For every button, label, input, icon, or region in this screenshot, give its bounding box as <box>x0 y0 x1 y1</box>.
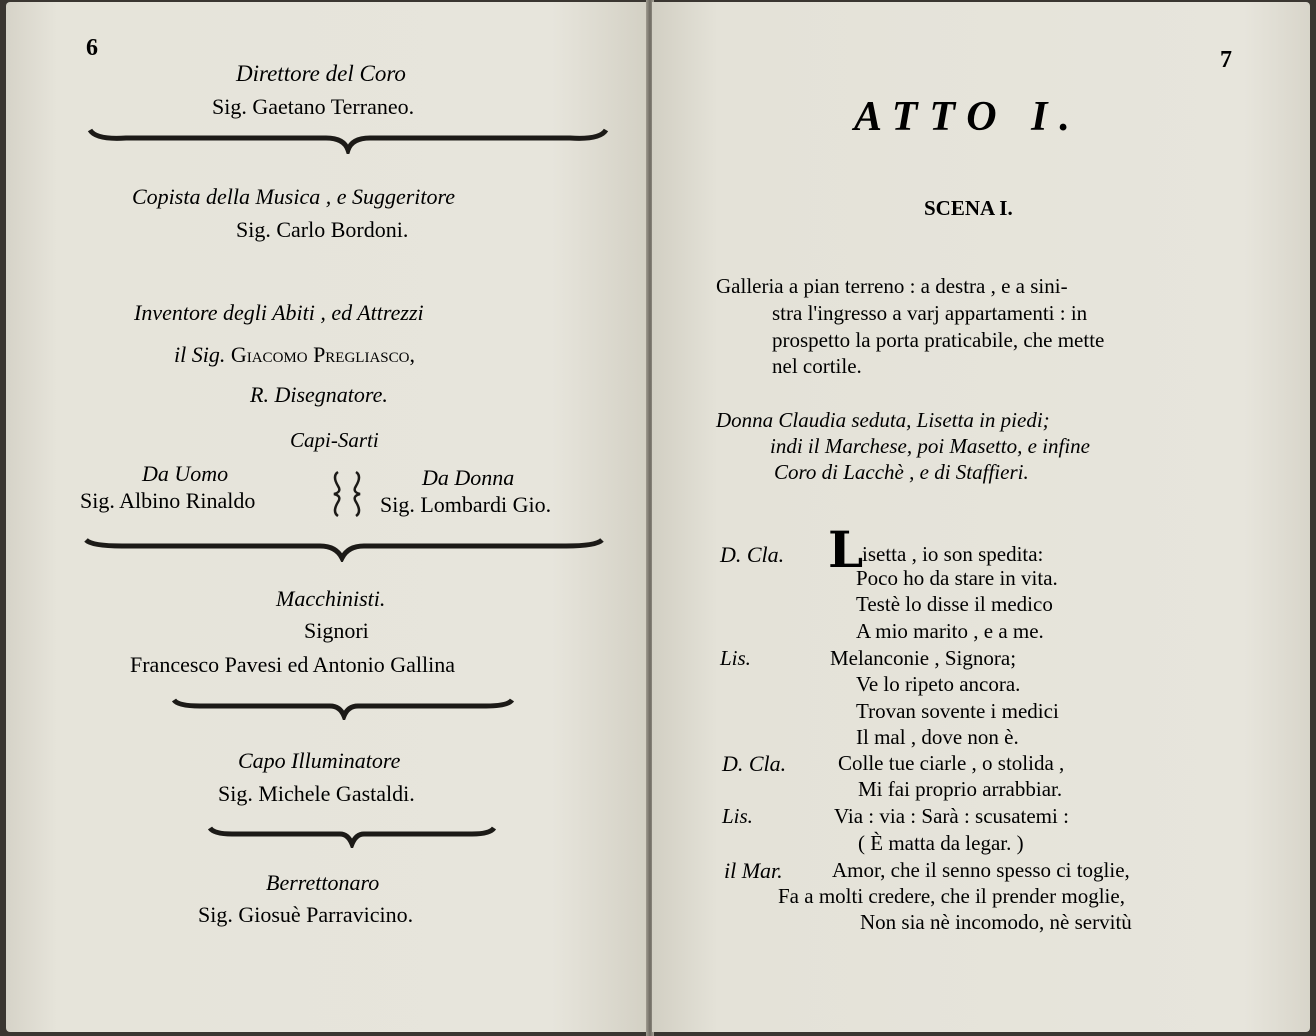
speaker-d-cla-1: D. Cla. <box>720 542 785 567</box>
setting-line-1: Galleria a pian terreno : a destra , e a sini- <box>716 274 1068 298</box>
copyist-name: Sig. Carlo Bordoni. <box>236 217 409 242</box>
speaker-d-cla-2: D. Cla. <box>722 751 787 776</box>
inventor-name: Giacomo Pregliasco, <box>230 342 415 367</box>
macchinisti-signori: Signori <box>304 618 369 643</box>
line: ( È matta da legar. ) <box>858 831 1024 855</box>
page-number-left: 6 <box>86 35 98 61</box>
director-title: Direttore del Coro <box>236 61 406 86</box>
line: Melanconie , Signora; <box>830 646 1017 670</box>
line: Amor, che il senno spesso ci toglie, <box>832 858 1130 882</box>
line: Poco ho da stare in vita. <box>856 566 1058 590</box>
divider-brace-4 <box>206 822 498 848</box>
line: A mio marito , e a me. <box>856 619 1044 643</box>
line: Testè lo disse il medico <box>856 592 1053 616</box>
illuminatore-title: Capo Illuminatore <box>238 748 401 773</box>
line: Non sia nè incomodo, nè servitù <box>860 910 1132 934</box>
speaker-il-mar: il Mar. <box>724 858 783 883</box>
speaker-lis-1: Lis. <box>720 646 751 670</box>
da-donna-name: Sig. Lombardi Gio. <box>380 492 552 517</box>
characters-line-3: Coro di Lacchè , e di Staffieri. <box>774 460 1029 484</box>
act-title: ATTO I. <box>854 94 1082 140</box>
line: Il mal , dove non è. <box>856 725 1019 749</box>
macchinisti-names: Francesco Pavesi ed Antonio Gallina <box>130 652 456 677</box>
line: Ve lo ripeto ancora. <box>856 672 1021 696</box>
double-brace-icon <box>328 468 368 520</box>
line: Trovan sovente i medici <box>856 699 1059 723</box>
page-number-right: 7 <box>1220 47 1232 73</box>
inventor-title: Inventore degli Abiti , ed Attrezzi <box>134 300 424 325</box>
macchinisti-title: Macchinisti. <box>276 586 386 611</box>
speaker-lis-2: Lis. <box>722 804 753 828</box>
characters-line-2: indi il Marchese, poi Masetto, e infine <box>770 434 1090 458</box>
da-uomo-label: Da Uomo <box>142 461 229 486</box>
setting-line-2: stra l'ingresso a varj appartamenti : in <box>772 301 1088 325</box>
divider-brace-2 <box>82 534 606 562</box>
da-uomo-name: Sig. Albino Rinaldo <box>80 488 256 513</box>
line: Colle tue ciarle , o stolida , <box>838 751 1065 775</box>
line: Mi fai proprio arrabbiar. <box>858 777 1063 801</box>
illuminatore-name: Sig. Michele Gastaldi. <box>218 781 415 806</box>
dropcap-letter: L <box>828 520 864 579</box>
inventor-prefix: il Sig. <box>174 342 226 367</box>
director-name: Sig. Gaetano Terraneo. <box>212 94 415 119</box>
divider-brace-3 <box>170 694 516 720</box>
characters-line-1: Donna Claudia seduta, Lisetta in piedi; <box>716 408 1050 432</box>
copyist-title: Copista della Musica , e Suggeritore <box>132 184 456 209</box>
line: Fa a molti credere, che il prender moglie, <box>778 884 1125 908</box>
berrettonaro-name: Sig. Giosuè Parravicino. <box>198 902 414 927</box>
inventor-role: R. Disegnatore. <box>250 382 388 407</box>
line: isetta , io son spedita: <box>862 542 1044 566</box>
divider-brace-1 <box>86 124 610 154</box>
setting-line-4: nel cortile. <box>772 354 862 378</box>
da-donna-label: Da Donna <box>422 465 515 490</box>
line: Via : via : Sarà : scusatemi : <box>834 804 1069 828</box>
setting-line-3: prospetto la porta praticabile, che mette <box>772 328 1105 352</box>
scene-title: SCENA I. <box>924 196 1013 220</box>
capi-sarti-heading: Capi-Sarti <box>290 428 379 452</box>
berrettonaro-title: Berrettonaro <box>266 870 380 895</box>
